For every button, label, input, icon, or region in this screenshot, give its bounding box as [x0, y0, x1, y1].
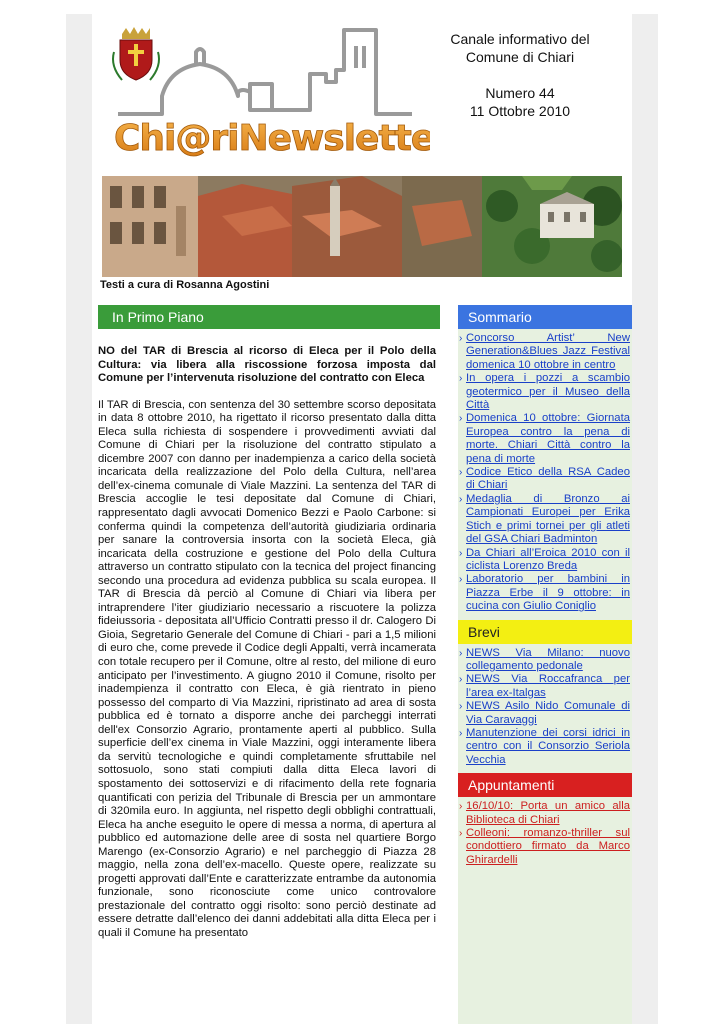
- newsletter-logo: [100, 22, 430, 164]
- sommario-link[interactable]: › Medaglia di Bronzo ai Campionati Europei per Erika Stich e primi tornei per gli atleti del GSA Chiari Badminton: [459, 492, 630, 546]
- arrow-bullet-icon: ›: [459, 467, 463, 479]
- main-article: [98, 345, 436, 941]
- appuntamenti-link[interactable]: › Colleoni: romanzo-thriller sul condottiero firmato da Marco Ghirardelli: [459, 827, 630, 866]
- arrow-bullet-icon: ›: [459, 727, 463, 739]
- sidebar: [458, 305, 632, 1024]
- arrow-bullet-icon: ›: [459, 413, 463, 425]
- arrow-bullet-icon: ›: [459, 373, 463, 385]
- appuntamenti-link[interactable]: › 16/10/10: Porta un amico alla Biblioteca di Chiari: [459, 800, 630, 826]
- brevi-link[interactable]: › Manutenzione dei corsi idrici in centro con il Consorzio Seriola Vecchia: [459, 726, 630, 766]
- channel-line-1: Canale informativo del: [450, 31, 590, 47]
- sommario-link[interactable]: › In opera i pozzi a scambio geotermico per il Museo della Città: [459, 372, 630, 412]
- appuntamenti-title: Appuntamenti: [458, 773, 632, 797]
- arrow-bullet-icon: ›: [459, 701, 463, 713]
- arrow-bullet-icon: ›: [459, 493, 463, 505]
- brevi-list: [458, 644, 632, 770]
- arrow-bullet-icon: ›: [459, 674, 463, 686]
- channel-line-2: Comune di Chiari: [465, 49, 575, 65]
- brevi-link[interactable]: › NEWS Via Roccafranca per l’area ex-Italgas: [459, 673, 630, 699]
- sommario-link[interactable]: › Concorso Artist’ New Generation&Blues Jazz Festival domenica 10 ottobre in centro: [459, 332, 630, 371]
- issue-number: Numero 44: [485, 85, 555, 101]
- appuntamenti-list: [458, 797, 632, 869]
- logo-graphic: [100, 22, 430, 164]
- issue-date: 11 Ottobre 2010: [469, 103, 571, 119]
- sommario-link[interactable]: › Domenica 10 ottobre: Giornata Europea contro la pena di morte. Chiari Città contro la pena di morte: [459, 412, 630, 465]
- arrow-bullet-icon: ›: [459, 647, 463, 659]
- sommario-title: Sommario: [458, 305, 632, 329]
- section-title-primo-piano: In Primo Piano: [98, 305, 440, 329]
- arrow-bullet-icon: ›: [459, 828, 463, 839]
- masthead-info: [438, 30, 602, 120]
- brevi-link[interactable]: › NEWS Asilo Nido Comunale di Via Caravaggi: [459, 700, 630, 726]
- coat-of-arms-icon: [113, 27, 159, 80]
- skyline-outline: [118, 30, 412, 114]
- arrow-bullet-icon: ›: [459, 574, 463, 586]
- arrow-bullet-icon: ›: [459, 333, 463, 344]
- brevi-title: Brevi: [458, 620, 632, 644]
- brand-wordmark: Chi@riNewsletter: [114, 118, 430, 159]
- article-headline: NO del TAR di Brescia al ricorso di Eleca per il Polo della Cultura: via libera alla riscossione forzosa imposta dal Comune per l’intervenuta risoluzione del contratto con Eleca: [98, 345, 436, 385]
- author-credit: Testi a cura di Rosanna Agostini: [100, 279, 270, 291]
- sommario-link[interactable]: › Da Chiari all’Eroica 2010 con il ciclista Lorenzo Breda: [459, 546, 630, 572]
- aerial-banner-image: [102, 176, 622, 277]
- sommario-list: [458, 329, 632, 616]
- sommario-link[interactable]: › Laboratorio per bambini in Piazza Erbe il 9 ottobre: in cucina con Giulio Coniglio: [459, 573, 630, 613]
- arrow-bullet-icon: ›: [459, 801, 463, 813]
- sommario-link[interactable]: › Codice Etico della RSA Cadeo di Chiari: [459, 466, 630, 492]
- arrow-bullet-icon: ›: [459, 547, 463, 559]
- article-body: Il TAR di Brescia, con sentenza del 30 settembre scorso depositata in data 8 ottobre 2010, ha rigettato il ricorso presentato dalla ditta Eleca sulla richiesta di sospendere i provvedimenti avviati dal Comune di Chiari per la risoluzione del contratto stipulato a dicembre 2007 con danno per inadempienza a carico della società incaricata della realizzazione del Polo della Cultura, nell’area dell’ex-cinema comunale di Viale Mazzini. La sentenza del TAR di Brescia accoglie le tesi depositate dal Comune di Chiari, rappresentato dagli avvocati Domenico Bezzi e Paolo Carbone: si conferma quindi la competenza dell’autorità giudiziaria ordinaria per sanare la controversia insorta con la società Eleca, già incaricata della costruzione e gestione del Polo della Cultura attraverso un contratto stipulato con la tecnica del project financing secondo una procedura ad evidenza pubblica su scala europea. Il TAR di Brescia dà perciò al Comune di Chiari via libera per intraprendere l’iter giudiziario necessario a riscuotere la polizza fideiussoria - depositata all’Ufficio Contratti presso il dr. Calogero Di Gioia, Segretario Generale del Comune di Chiari - pari a 1,5 milioni di euro che, come prevede il Codice degli Appalti, verrà incamerata con totale recupero per il Comune, oltre al resto, del milione di euro anticipato per l’investimento. A giugno 2010 il Comune, risolto per inadempienza il contratto con Eleca, è già rientrato in pieno possesso del comparto di Via Mazzini, ripristinato ad area di sosta pubblica ed è tornato a disporre anche dei parcheggi interrati dell'ex Consorzio Agrario, prontamente aperti al pubblico. Sulla superficie dell’ex cinema in Viale Mazzini, oggi interamente libera da servitù tecnologiche e quindi completamente sfruttabile nel sottosuolo, sono stati compiuti dalla ditta Eleca lavori di spostamento dei sottoservizi e di rifacimento della rete fognaria quantificati con perizia del Tribunale di Brescia per un ammontare di 320mila euro. In aggiunta, nel rispetto degli obblighi contrattuali, Eleca ha anche eseguito le opere di messa a norma, di apertura al pubblico ed automazione delle aree di sosta nel quartiere Borgo Marengo (ex-Consorzio Agrario) e nel parcheggio di Piazza 28 maggio, nella zona dell’ex-macello. Queste opere, realizzate su progetti approvati dall’Ente e caratterizzate entrambe da autonomia funzionale, sono riconosciute come unico controvalore prestazionale del contratto oggi risolto: sono perciò destinate ad essere detratte dall’elenco dei danni addebitati alla ditta Eleca per i quali il Comune ha presentato: [98, 398, 436, 939]
- brevi-link[interactable]: › NEWS Via Milano: nuovo collegamento pedonale: [459, 646, 630, 672]
